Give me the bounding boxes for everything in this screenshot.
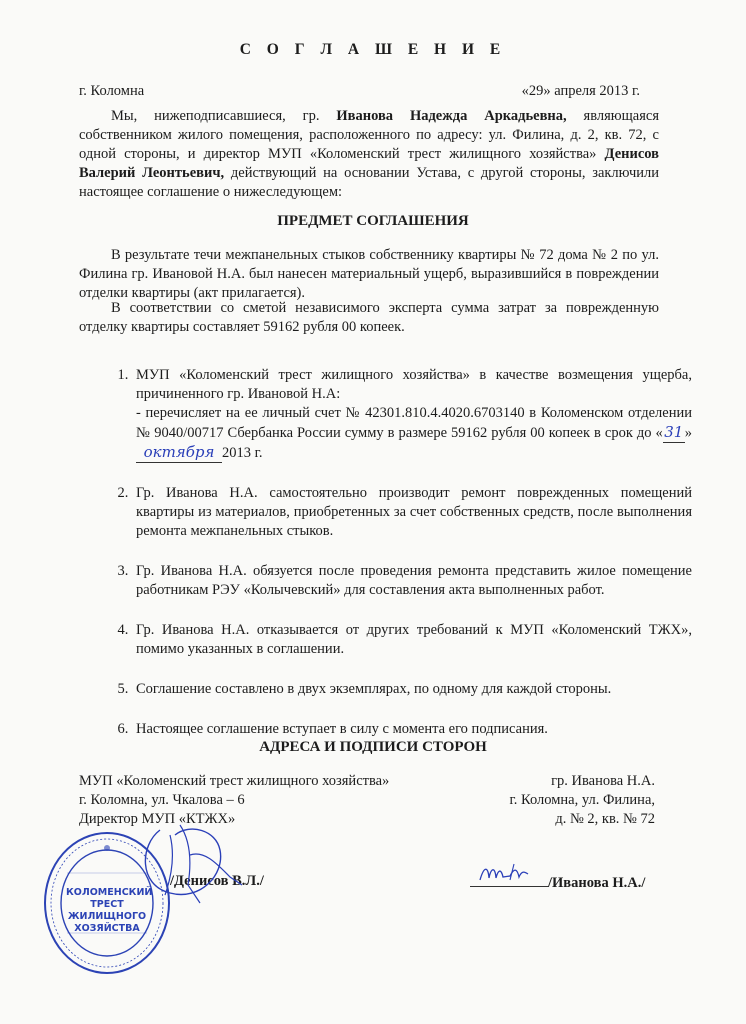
party-right-block — [440, 772, 655, 829]
payment-text: - перечисляет на ее личный счет № 42301.810.4.4020.6703140 в Коломенском отделении № 9040/00717 Сбербанка России сумму в размере 59162 рубля 00 копеек в срок до « — [136, 405, 692, 441]
party-right-address: г. Коломна, ул. Филина, — [509, 792, 655, 808]
section-heading-signatures: АДРЕСА И ПОДПИСИ СТОРОН — [259, 739, 487, 755]
intro-text-1: Мы, нижеподписавшиеся, гр. — [111, 108, 337, 124]
payment-year: 2013 г. — [222, 445, 263, 461]
signature-right-name: /Иванова Н.А./ — [548, 875, 646, 891]
seal-center-text: КОЛОМЕНСКИЙ ТРЕСТ ЖИЛИЩНОГО ХОЗЯЙСТВА — [66, 887, 153, 934]
term-item-5: 5. Соглашение составлено в двух экземплярах, по одному для каждой стороны. — [132, 680, 692, 699]
term-item-6: 6. Настоящее соглашение вступает в силу с момента его подписания. — [132, 720, 692, 739]
handwritten-signature-ivanova-icon — [470, 860, 548, 886]
section-heading-subject: ПРЕДМЕТ СОГЛАШЕНИЯ — [277, 213, 469, 229]
document-date: «29» апреля 2013 г. — [521, 83, 640, 99]
document-title: С О Г Л А Ш Е Н И Е — [239, 41, 507, 58]
term-item-1-text: 1. МУП «Коломенский трест жилищного хозяйства» в качестве возмещения ущерба, причиненного гр. Ивановой Н.А: — [136, 367, 692, 402]
intro-text-2: являющаяся собственником жилого помещения, расположенного по адресу: ул. Филина, д. 2, кв. 72, с одной стороны, и директор МУП «Коломенский трест жилищного хозяйства» — [79, 108, 659, 162]
party-left-position: Директор МУП «КТЖХ» — [79, 811, 236, 827]
date-quote-close: » — [684, 425, 692, 441]
party-right-name: гр. Иванова Н.А. — [551, 773, 655, 789]
terms-list — [100, 366, 692, 760]
signature-left-name: /Денисов В.Л./ — [170, 873, 264, 889]
subject-paragraph-1: В результате течи межпанельных стыков собственнику квартиры № 72 дома № 2 по ул. Филина гр. Ивановой Н.А. был нанесен материальный ущерб, выразившийся в повреждении отделки квартиры (акт прилагается). — [79, 247, 659, 301]
term-item-1 — [132, 366, 692, 463]
party-left-address: г. Коломна, ул. Чкалова – 6 — [79, 792, 245, 808]
party-right-address-2: д. № 2, кв. № 72 — [555, 811, 655, 827]
intro-name-ivanova: Иванова Надежда Аркадьевна, — [336, 108, 567, 124]
term-item-2: 2. Гр. Иванова Н.А. самостоятельно производит ремонт поврежденных помещений квартиры из материалов, приобретенных за счет собственных средств, после выполнения ремонта межпанельных стыков. — [132, 484, 692, 541]
handwritten-day: 31 — [664, 423, 684, 441]
place-of-signing: г. Коломна — [79, 83, 145, 99]
signature-right — [470, 872, 645, 893]
subject-paragraph-2: В соответствии со сметой независимого эксперта сумма затрат за поврежденную отделку квартиры составляет 59162 рубля 00 копеек. — [79, 300, 659, 335]
signature-right-line — [470, 872, 548, 887]
term-item-3: 3. Гр. Иванова Н.А. обязуется после проведения ремонта представить жилое помещение работникам РЭУ «Колычевский» для составления акта выполненных работ. — [132, 562, 692, 600]
intro-paragraph — [79, 107, 659, 202]
intro-text-3: действующий на основании Устава, с другой стороны, заключили настоящее соглашение о нижеследующем: — [79, 165, 659, 200]
handwritten-month: октября — [136, 443, 222, 463]
party-left-org: МУП «Коломенский трест жилищного хозяйства» — [79, 773, 390, 789]
term-item-1-payment — [136, 404, 692, 463]
term-item-4: 4. Гр. Иванова Н.А. отказывается от других требований к МУП «Коломенский ТЖХ», помимо указанных в соглашении. — [132, 621, 692, 659]
intro-name-denisov: Денисов Валерий Леонтьевич, — [79, 146, 659, 181]
